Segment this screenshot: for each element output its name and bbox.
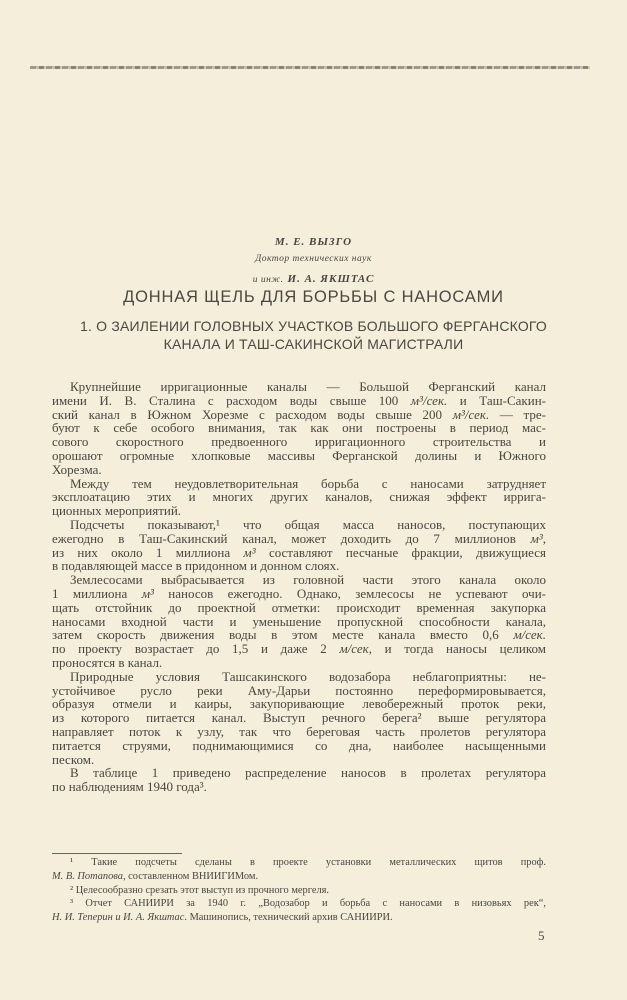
text: орошают огромные хлопковые массивы Ферганской долины и Южного [52,447,546,463]
text: по наблюдениям 1940 года³. [52,779,207,795]
text: песком. [52,751,95,767]
italic-text: м³ [530,530,543,546]
paragraph-line [52,587,546,601]
text: Природные условия Ташсакинского водозабора неблагоприятны: не- [70,668,546,684]
paragraph-line [52,656,546,670]
paragraph-line [52,780,546,794]
italic-text: М. В. Потапова [52,870,123,882]
text: Хорезма. [52,461,102,477]
text: по проекту возрастает до 1,5 и даже 2 [52,641,340,657]
section-heading-line-1: 1. О ЗАИЛЕНИИ ГОЛОВНЫХ УЧАСТКОВ БОЛЬШОГО ФЕРГАНСКОГО [79,318,548,334]
paragraph-line [52,477,546,491]
text: Землесосами выбрасывается из головной части этого канала около [70,572,546,588]
text: ционных мероприятий. [52,503,182,519]
text: 1 миллиона [52,585,142,601]
italic-text: Н. И. Теперин и И. А. Якштас [52,912,185,924]
paragraph-line [52,449,546,463]
text: образуя отмели и каиры, закупоривающие левобережный проток реки, [52,696,546,712]
text: сового скоростного предвоенного ирригационного строительства и [52,434,546,450]
top-decorative-rule [30,66,590,69]
paragraph-line [52,628,546,642]
footnotes [52,857,546,926]
text: , [542,530,546,546]
paragraph-line [52,739,546,753]
text: щать отстойник до проектной отметки: происходит временная закупорка [52,599,546,615]
paragraph-line [52,380,546,394]
paragraph-line [52,573,546,587]
paragraph-line [52,725,546,739]
text: Подсчеты показывают,¹ что общая масса наносов, поступающих [70,516,546,532]
text: устойчивое русло реки Аму-Дарьи постоянно переформировывается, [52,682,546,698]
paragraph-line [52,435,546,449]
text: ежегодно в Таш-Сакинский канал, может доходить до 7 миллионов [52,530,531,546]
author-2-line [0,269,627,287]
italic-text: м³ [243,544,256,560]
section-heading-line-2: КАНАЛА И ТАШ-САКИНСКОЙ МАГИСТРАЛИ [163,336,464,352]
text: В таблице 1 приведено распределение наносов в пролетах регулятора [70,765,546,781]
paragraph-line [52,421,546,435]
paragraph-line [52,684,546,698]
footnote-line [52,898,546,912]
text: Крупнейшие ирригационные каналы — Большой Ферганский канал [70,379,546,394]
italic-text: м³ [141,585,154,601]
text: Между тем неудовлетворительная борьба с наносами затрудняет [70,475,546,491]
text: затем скорость движения воды в этом месте канала вместо 0,6 [52,627,514,643]
paragraph-line [52,408,546,422]
footnote-line [52,885,546,899]
text: , составленном ВНИИГИМом. [122,870,259,882]
paragraph-line [52,753,546,767]
author-2: И. А. ЯКШТАС [287,273,375,285]
paragraph-line [52,601,546,615]
text: ² Целесообразно срезать этот выступ из прочного мергеля. [70,884,330,896]
paragraph-line [52,711,546,725]
paragraph-line [52,504,546,518]
text: ³ Отчет САНИИРИ за 1940 г. „Водозабор и борьба с наносами в низовьях рек“, [70,898,546,910]
article-title: ДОННАЯ ЩЕЛЬ ДЛЯ БОРЬБЫ С НАНОСАМИ [123,288,504,306]
page-number: 5 [538,928,545,943]
text: питается струями, поднимающимися со дна, наиболее насыщенными [52,737,546,753]
text: эксплоатацию этих и многих других каналов, снижая эффект иррига- [52,489,546,505]
author-1-degree: Доктор технических наук [255,254,372,264]
text: имени И. В. Сталина с расходом воды свыше 100 [52,392,411,408]
paragraph-line [52,518,546,532]
paragraph-line [52,559,546,573]
body-text [52,380,546,794]
text: из которого питается канал. Выступ речного берега² выше регулятора [52,710,546,726]
text: в подавляющей массе в придонном и донном слоях. [52,558,340,574]
footnote-rule [52,853,182,854]
footnote-line [52,871,546,885]
italic-text: м³/сек. [452,406,490,422]
paragraph-line [52,546,546,560]
paragraph-line [52,642,546,656]
paragraph-line [52,490,546,504]
text: — тре- [489,406,546,422]
paragraph-line [52,532,546,546]
text: наносов ежегодно. Однако, землесосы не успевают очи- [153,585,546,601]
text: и Таш-Сакин- [447,392,546,408]
italic-text: м/сек [339,641,369,657]
italic-text: м³/сек. [410,392,448,408]
text: направляет поток к узлу, так что береговая часть пролетов регулятора [52,723,546,739]
author-1: М. Е. ВЫЗГО [274,236,353,248]
paragraph-line [52,766,546,780]
footnote-line [52,857,546,871]
footnote-line [52,912,546,926]
text: ¹ Такие подсчеты сделаны в проекте установки металлических щитов проф. [70,857,546,868]
paragraph-line [52,394,546,408]
paragraph-line [52,463,546,477]
paragraph-line [52,615,546,629]
text: буют к себе особого внимания, так как они построены в период мас- [52,420,546,436]
paragraph-line [52,697,546,711]
text: из них около 1 миллиона [52,544,244,560]
author-2-prefix: и инж. [252,275,284,285]
paragraph-line [52,670,546,684]
text: ский канал в Южном Хорезме с расходом воды свыше 200 [52,406,453,422]
text: , и тогда наносы целиком [368,641,546,657]
italic-text: м/сек. [513,627,546,643]
text: проносятся в канал. [52,654,163,670]
text: составляют песчаные фракции, движущиеся [255,544,546,560]
text: . Машинопись, технический архив САНИИРИ. [184,912,393,924]
text: наносами входной части и уменьшение пропускной способности канала, [52,613,546,629]
